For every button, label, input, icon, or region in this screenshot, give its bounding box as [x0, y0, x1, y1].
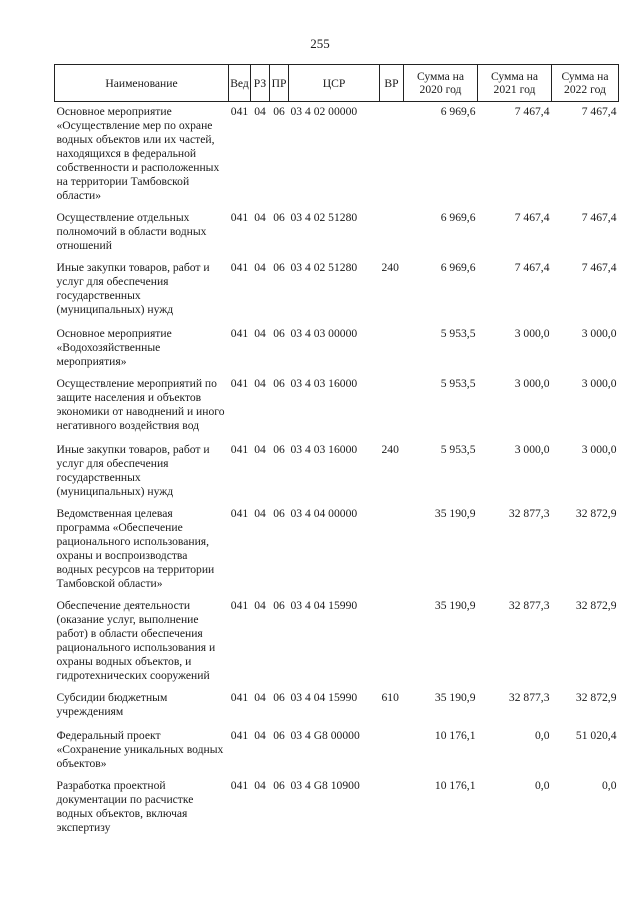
page-number: 255	[310, 36, 330, 51]
row-ved: 041	[230, 599, 249, 612]
row-sum-2022: 3 000,0	[581, 327, 617, 340]
row-vr	[380, 771, 404, 835]
row-vr: 610	[381, 691, 399, 704]
table-row	[55, 102, 619, 204]
row-sum-2021: 7 467,4	[514, 261, 550, 274]
row-rz: 04	[254, 691, 266, 704]
row-csr: 03 4 03 16000	[290, 377, 358, 390]
row-sum-2022: 32 872,9	[575, 691, 617, 704]
row-csr: 03 4 04 15990	[290, 691, 358, 704]
row-csr: 03 4 02 51280	[290, 211, 358, 224]
row-csr: 03 4 G8 10900	[290, 779, 360, 792]
row-sum-2021: 7 467,4	[514, 211, 550, 224]
row-sum-2020: 6 969,6	[440, 211, 476, 224]
row-vr	[380, 203, 404, 253]
row-sum-2022: 3 000,0	[581, 443, 617, 456]
row-sum-2021: 0,0	[535, 729, 550, 742]
row-rz: 04	[254, 261, 266, 274]
row-sum-2022: 3 000,0	[581, 377, 617, 390]
row-pr: 06	[273, 105, 285, 118]
row-vr	[380, 369, 404, 433]
row-sum-2022: 7 467,4	[581, 105, 617, 118]
table-row	[55, 203, 619, 253]
header-ved: Вед	[229, 65, 251, 102]
header-sum-2021: Сумма на 2021 год	[478, 65, 552, 102]
row-ved: 041	[230, 443, 249, 456]
row-sum-2022: 32 872,9	[575, 599, 617, 612]
row-sum-2020: 35 190,9	[434, 691, 476, 704]
row-pr: 06	[273, 377, 285, 390]
row-rz: 04	[254, 779, 266, 792]
row-name: Осуществление отдельных полномочий в области водных отношений	[56, 211, 207, 252]
table-row	[55, 719, 619, 771]
row-sum-2022: 0,0	[602, 779, 617, 792]
row-sum-2021: 32 877,3	[508, 691, 550, 704]
header-vr: ВР	[380, 65, 404, 102]
header-name: Наименование	[55, 65, 229, 102]
row-sum-2021: 32 877,3	[508, 599, 550, 612]
row-sum-2020: 6 969,6	[440, 261, 476, 274]
row-pr: 06	[273, 211, 285, 224]
row-ved: 041	[230, 779, 249, 792]
row-ved: 041	[230, 377, 249, 390]
row-pr: 06	[273, 599, 285, 612]
row-vr	[380, 719, 404, 771]
table-row	[55, 591, 619, 683]
row-name: Основное мероприятие «Осуществление мер по охране водных объектов или их частей, находящихся в федеральной собственности и расположенных на территории Тамбовской области»	[56, 105, 220, 202]
row-sum-2022: 51 020,4	[575, 729, 617, 742]
header-sum-2022: Сумма на 2022 год	[552, 65, 619, 102]
row-sum-2021: 32 877,3	[508, 507, 550, 520]
budget-table	[54, 64, 619, 835]
row-csr: 03 4 04 00000	[290, 507, 358, 520]
row-name: Основное мероприятие «Водохозяйственные мероприятия»	[56, 327, 172, 368]
row-pr: 06	[273, 779, 285, 792]
row-csr: 03 4 04 15990	[290, 599, 358, 612]
row-sum-2022: 32 872,9	[575, 507, 617, 520]
row-vr	[380, 499, 404, 591]
table-row	[55, 317, 619, 369]
table-body	[55, 102, 619, 836]
row-name: Иные закупки товаров, работ и услуг для обеспечения государственных (муниципальных) нужд	[56, 443, 210, 498]
row-rz: 04	[254, 211, 266, 224]
row-ved: 041	[230, 691, 249, 704]
row-sum-2020: 5 953,5	[440, 377, 476, 390]
row-csr: 03 4 02 00000	[290, 105, 358, 118]
row-ved: 041	[230, 327, 249, 340]
header-sum-2020: Сумма на 2020 год	[404, 65, 478, 102]
row-pr: 06	[273, 261, 285, 274]
row-sum-2022: 7 467,4	[581, 261, 617, 274]
row-sum-2020: 35 190,9	[434, 599, 476, 612]
row-pr: 06	[273, 443, 285, 456]
row-name: Обеспечение деятельности (оказание услуг, выполнение работ) в области обеспечения рационального использования и охраны водных объектов, и гидротехнических сооружений	[56, 599, 216, 682]
row-vr: 240	[381, 443, 399, 456]
row-sum-2021: 3 000,0	[514, 327, 550, 340]
table-header-row	[55, 65, 619, 102]
row-rz: 04	[254, 507, 266, 520]
row-rz: 04	[254, 599, 266, 612]
row-ved: 041	[230, 211, 249, 224]
row-vr	[380, 591, 404, 683]
header-pr: ПР	[270, 65, 289, 102]
row-vr	[380, 317, 404, 369]
table-row	[55, 499, 619, 591]
row-name: Ведомственная целевая программа «Обеспечение рационального использования, охраны и воспроизводства водных ресурсов на территории Тамбовской области»	[56, 507, 215, 590]
row-csr: 03 4 G8 00000	[290, 729, 360, 742]
row-sum-2021: 0,0	[535, 779, 550, 792]
row-rz: 04	[254, 327, 266, 340]
row-rz: 04	[254, 443, 266, 456]
row-csr: 03 4 02 51280	[290, 261, 358, 274]
row-ved: 041	[230, 105, 249, 118]
row-pr: 06	[273, 691, 285, 704]
table-row	[55, 683, 619, 719]
row-pr: 06	[273, 507, 285, 520]
row-rz: 04	[254, 105, 266, 118]
row-sum-2021: 7 467,4	[514, 105, 550, 118]
table-row	[55, 433, 619, 499]
table-row	[55, 771, 619, 835]
row-name: Субсидии бюджетным учреждениям	[56, 691, 168, 718]
row-pr: 06	[273, 729, 285, 742]
row-csr: 03 4 03 16000	[290, 443, 358, 456]
row-sum-2020: 10 176,1	[434, 779, 476, 792]
row-pr: 06	[273, 327, 285, 340]
row-ved: 041	[230, 261, 249, 274]
row-sum-2020: 5 953,5	[440, 443, 476, 456]
row-sum-2020: 35 190,9	[434, 507, 476, 520]
row-rz: 04	[254, 729, 266, 742]
table-row	[55, 369, 619, 433]
row-ved: 041	[230, 507, 249, 520]
row-vr: 240	[381, 261, 399, 274]
header-csr: ЦСР	[289, 65, 380, 102]
row-sum-2022: 7 467,4	[581, 211, 617, 224]
row-name: Иные закупки товаров, работ и услуг для обеспечения государственных (муниципальных) нужд	[56, 261, 210, 316]
row-sum-2020: 10 176,1	[434, 729, 476, 742]
header-rz: РЗ	[251, 65, 270, 102]
row-rz: 04	[254, 377, 266, 390]
row-csr: 03 4 03 00000	[290, 327, 358, 340]
row-sum-2021: 3 000,0	[514, 377, 550, 390]
table-row	[55, 253, 619, 317]
row-ved: 041	[230, 729, 249, 742]
row-sum-2020: 5 953,5	[440, 327, 476, 340]
row-name: Осуществление мероприятий по защите населения и объектов экономики от наводнений и иного негативного воздействия вод	[56, 377, 225, 432]
row-vr	[380, 102, 404, 204]
row-name: Разработка проектной документации по расчистке водных объектов, включая экспертизу	[56, 779, 194, 834]
row-sum-2020: 6 969,6	[440, 105, 476, 118]
row-name: Федеральный проект «Сохранение уникальных водных объектов»	[56, 729, 224, 770]
row-sum-2021: 3 000,0	[514, 443, 550, 456]
